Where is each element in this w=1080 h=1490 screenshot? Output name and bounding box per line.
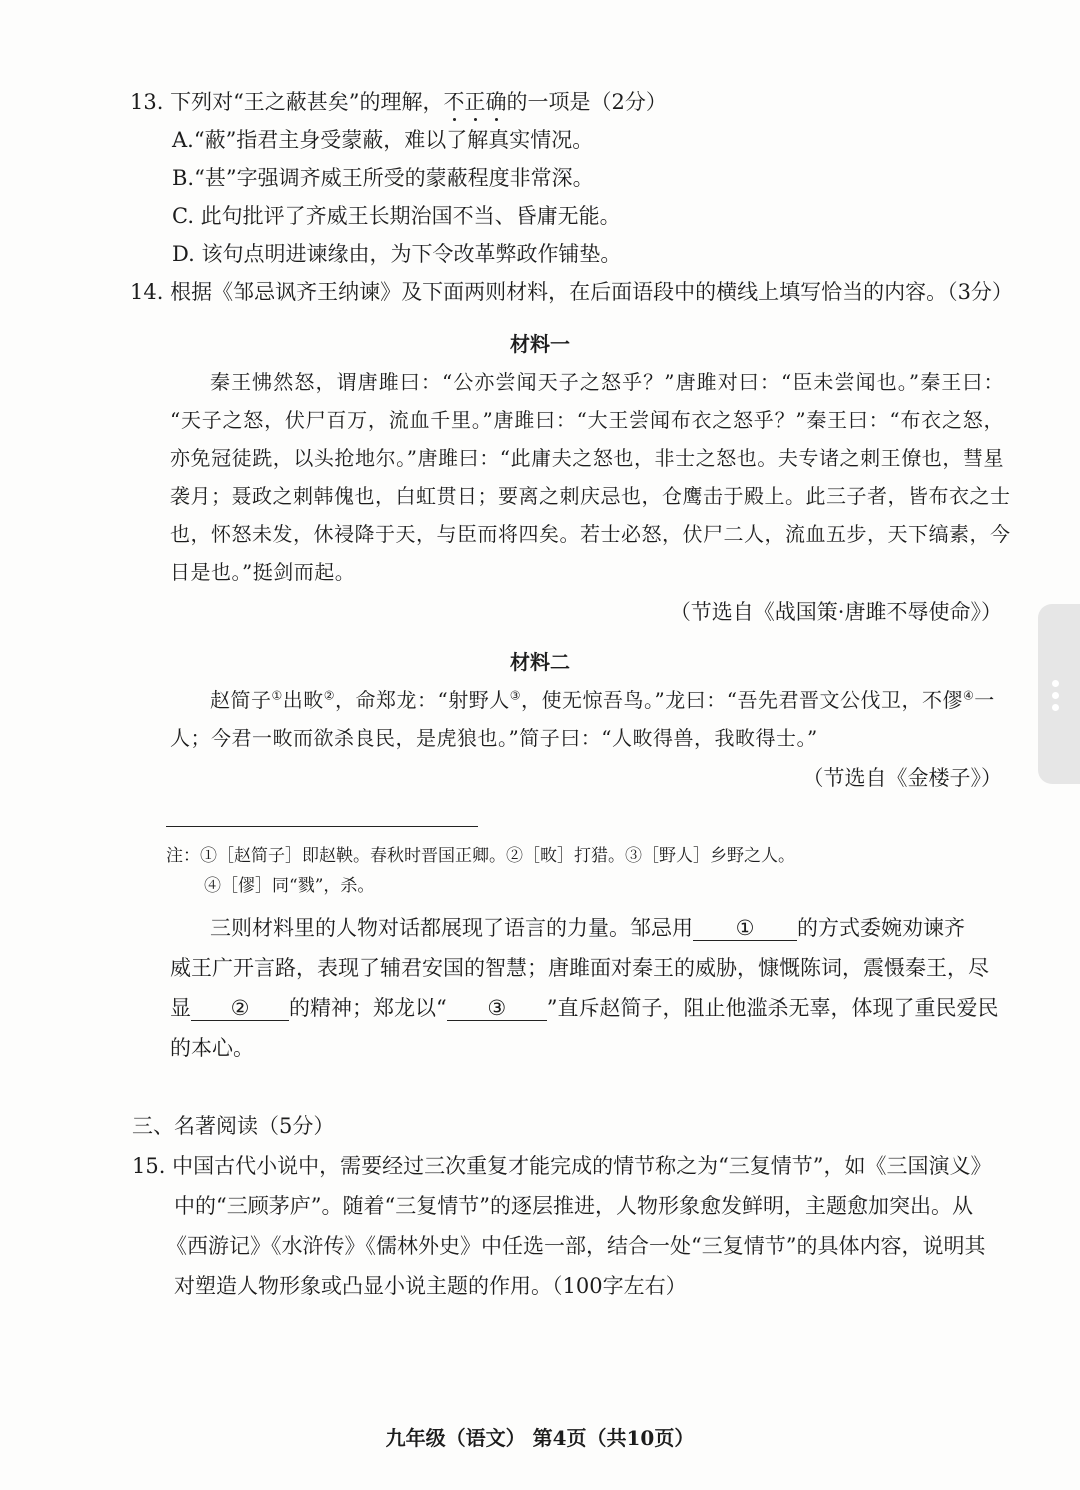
section3-heading: 三、名著阅读（5分） (132, 1114, 335, 1138)
more-dot-icon (1052, 680, 1059, 687)
q15-line: 中的“三顾茅庐”。随着“三复情节”的逐层推进，人物形象愈发鲜明，主题愈加突出。从 (174, 1194, 973, 1218)
material1-line: “天子之怒，伏尸百万，流血千里。”唐雎曰：“大王尝闻布衣之怒乎？”秦王曰：“布衣之怒， (170, 408, 1004, 432)
q13-stem-post: 的一项是（2分） (506, 90, 667, 114)
fill-line-1 (210, 914, 965, 942)
text-segment: ”直斥赵简子，阻止他滥杀无辜，体现了重民爱民 (546, 996, 999, 1020)
footnote-marker: ④ (962, 688, 975, 703)
material1-title: 材料一 (510, 332, 570, 356)
blank-2[interactable]: ② (191, 996, 289, 1021)
q13-stem-pre: 13. 下列对“王之蔽甚矣”的理解， (130, 90, 444, 114)
text-segment: ，命郑龙：“射野人 (335, 688, 510, 712)
more-dot-icon (1052, 704, 1059, 711)
page-footer: 九年级（语文） 第4页（共10页） (385, 1426, 695, 1450)
fill-line-2: 威王广开言路，表现了辅君安国的智慧；唐雎面对秦王的威胁，慷慨陈词，震慑秦王，尽 (170, 956, 989, 980)
blank-1[interactable]: ① (693, 916, 797, 941)
material2-line-1 (210, 686, 995, 714)
footnote-marker: ① (271, 688, 283, 703)
q15-line: 15. 中国古代小说中，需要经过三次重复才能完成的情节称之为“三复情节”，如《三国演义》 (132, 1154, 992, 1178)
material1-line: 袭月；聂政之刺韩傀也，白虹贯日；要离之刺庆忌也，仓鹰击于殿上。此三子者，皆布衣之士 (170, 484, 1011, 508)
text-segment: 的方式委婉劝谏齐 (797, 916, 965, 940)
q13-option-b: B.“甚”字强调齐威王所受的蒙蔽程度非常深。 (172, 166, 594, 190)
more-dot-icon (1052, 692, 1059, 699)
q13-option-a: A.“蔽”指君主身受蒙蔽，难以了解真实情况。 (172, 128, 594, 152)
material1-line: 也，怀怒未发，休祲降于天，与臣而将四矣。若士必怒，伏尸二人，流血五步，天下缟素，今 (170, 522, 1011, 546)
side-menu-handle[interactable] (1038, 604, 1080, 784)
emphasis-char: 正 (464, 90, 486, 114)
q13-option-d: D. 该句点明进谏缘由，为下令改革弊政作铺垫。 (172, 242, 622, 266)
material1-source: （节选自《战国策·唐雎不辱使命》） (669, 600, 1002, 624)
q13-stem (130, 88, 667, 116)
emphasis-char: 不 (443, 90, 465, 114)
text-segment: 显 (170, 996, 191, 1020)
material1-line: 亦免冠徒跣，以头抢地尔。”唐雎曰：“此庸夫之怒也，非士之怒也。夫专诸之刺王僚也，彗星 (170, 446, 1004, 470)
blank-3[interactable]: ③ (447, 996, 547, 1021)
text-segment: 的精神；郑龙以“ (289, 996, 447, 1020)
q15-line: 对塑造人物形象或凸显小说主题的作用。（100字左右） (174, 1274, 687, 1298)
footnote-divider (166, 826, 478, 827)
material1-line: 日是也。”挺剑而起。 (170, 560, 356, 584)
material2-title: 材料二 (510, 650, 570, 674)
text-segment: 一 (974, 688, 995, 712)
text-segment: 出畋 (282, 688, 324, 712)
fill-line-3 (170, 994, 998, 1022)
note-line-2: ④［僇］同“戮”，杀。 (204, 876, 375, 896)
material1-line: 秦王怫然怒，谓唐雎曰：“公亦尝闻天子之怒乎？”唐雎对曰：“臣未尝闻也。”秦王曰： (210, 370, 1004, 394)
q13-option-c: C. 此句批评了齐威王长期治国不当、昏庸无能。 (172, 204, 621, 228)
text-segment: 赵简子 (210, 688, 272, 712)
q15-line: 《西游记》《水浒传》《儒林外史》中任选一部，结合一处“三复情节”的具体内容，说明其 (166, 1234, 986, 1258)
emphasis-char: 确 (485, 90, 507, 114)
material2-source: （节选自《金楼子》） (802, 766, 1002, 790)
material2-line-2: 人；今君一畋而欲杀良民，是虎狼也。”简子曰：“人畋得兽，我畋得士。” (170, 726, 818, 750)
note-line-1: 注：①［赵简子］即赵鞅。春秋时晋国正卿。②［畋］打猎。③［野人］乡野之人。 (166, 846, 795, 866)
text-segment: 三则材料里的人物对话都展现了语言的力量。邹忌用 (210, 916, 693, 940)
q14-stem: 14. 根据《邹忌讽齐王纳谏》及下面两则材料，在后面语段中的横线上填写恰当的内容。（3分） (130, 280, 1013, 304)
footnote-marker: ② (323, 688, 336, 703)
text-segment: ，使无惊吾鸟。”龙曰：“吾先君晋文公伐卫，不僇 (521, 688, 963, 712)
footnote-marker: ③ (509, 688, 522, 703)
fill-line-4: 的本心。 (170, 1036, 254, 1060)
